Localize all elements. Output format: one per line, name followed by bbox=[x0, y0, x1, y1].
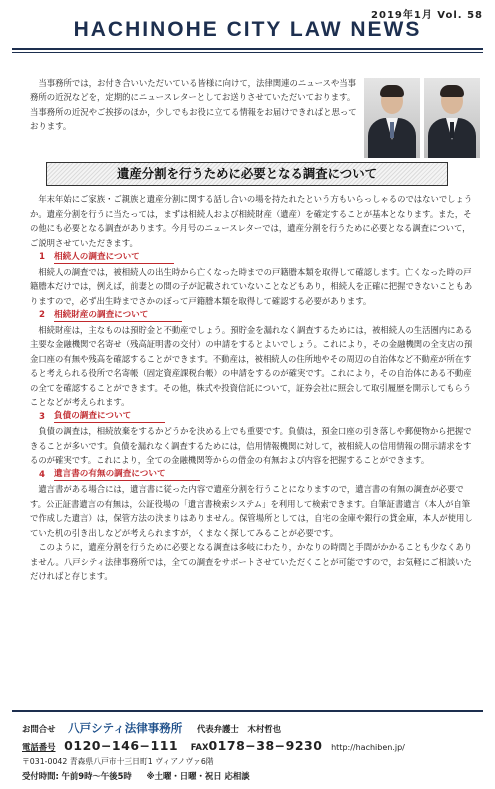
section-number: 1 bbox=[39, 252, 45, 262]
section-body-3: 負債の調査は，相続放棄をするかどうかを決める上でも重要です。負債は，預金口座の引き落しや郵便物から把握できることが多いです。負債を漏れなく調査するためには，信用情報機関に対して，被相続人の信用情報の開示請求をするのが確実です。これにより，全ての金融機関等からの借金の有無および内容を把握することができます。 bbox=[30, 426, 472, 465]
article-closing: このように，遺産分割を行うために必要となる調査は多岐にわたり，かなりの時間と手間がかかることも少なくありません。八戸シティ法律事務所では，全ての調査をサポートさせていただくことが可能ですので，お気軽にご相談いただければと存じます。 bbox=[30, 542, 473, 581]
consultation-note: ※土曜・日曜・祝日 応相談 bbox=[146, 771, 250, 781]
section-title: 遺言書の有無の調査について bbox=[54, 468, 200, 481]
lawyer-photo-left bbox=[364, 78, 420, 158]
representative-label: 代表弁護士 bbox=[196, 724, 239, 734]
phone-label: 電話番号 bbox=[22, 742, 56, 752]
hours: 午前9時〜午後5時 bbox=[61, 771, 132, 781]
issue-label: 2019年1月 Vol. 58 bbox=[371, 10, 483, 21]
hours-label: 受付時間: bbox=[22, 771, 59, 781]
website-link[interactable]: http://hachiben.jp/ bbox=[331, 743, 405, 752]
fax-number: 0178−38−9230 bbox=[208, 738, 323, 753]
section-title: 負債の調査について bbox=[54, 410, 165, 423]
section-body-4: 遺言書がある場合には，遺言書に従った内容で遺産分割を行うことになりますので，遺言書の有無の調査が必要です。公正証書遺言の有無は，公証役場の「遺言書検索システム」を利用して検索できます。自筆証書遺言（本人が自筆で作成した遺言）は，保管方法の決まりはありません。保管場所としては，自宅の金庫や銀行の貸金庫，本人が使用していた机の引き出しなどが考えられますが，くまなく探してみることが必要です。 bbox=[30, 484, 473, 538]
masthead-title: HACHINOHE CITY LAW NEWS bbox=[73, 18, 422, 41]
phone-number[interactable]: 0120−146−111 bbox=[64, 738, 179, 753]
firm-name: 八戸シティ法律事務所 bbox=[68, 721, 183, 735]
newsletter-page bbox=[8, 6, 487, 783]
contact-label: お問合せ bbox=[22, 724, 56, 734]
section-body-1: 相続人の調査では，被相続人の出生時から亡くなった時までの戸籍謄本類を取得して確認します。亡くなった時の戸籍謄本だけでは，例えば，前妻との間の子が記載されていないことなどもあり，相続人を正確に把握できないこともありますので，必ず出生時までさかのぼって戸籍謄本類を取得して確認する必要があります。 bbox=[30, 266, 473, 306]
section-number: 4 bbox=[39, 469, 45, 480]
section-title: 相続財産の調査について bbox=[54, 309, 182, 322]
masthead-rule-top bbox=[12, 48, 483, 50]
article-lead: 年末年始にご家族・ご親族と遺産分割に関する話し合いの場を持たれたという方もいらっしゃるのではないでしょうか。遺産分割を行うに当たっては，まずは相続人および相続財産（遺産）を確定することが基本となります。また，その他にも必要となる調査があります。今月号のニュースレターでは，遺産分割を行うために必要となる調査について，ご説明させていただきます。 bbox=[30, 194, 473, 248]
article-body bbox=[30, 192, 476, 584]
section-heading-1 bbox=[30, 250, 476, 265]
section-heading-3 bbox=[30, 410, 476, 425]
article-title: 遺産分割を行うために必要となる調査について bbox=[46, 162, 448, 186]
section-number: 3 bbox=[39, 411, 45, 422]
representative-name: 木村哲也 bbox=[247, 724, 281, 734]
intro-paragraph: 当事務所では，お付き合いいただいている皆様に向けて，法律関連のニュースや当事務所の近況などを，定期的にニュースレターとしてお送りさせていただいております。当事務所の近況やご挨拶のほか，少しでもお役に立てる情報をお届けできればと思っております。 bbox=[30, 78, 357, 132]
masthead-rule-bottom bbox=[12, 52, 483, 53]
address: 〒031-0042 青森県八戸市十三日町1 ヴィアノヴァ6階 bbox=[22, 757, 214, 766]
section-heading-2 bbox=[30, 308, 476, 323]
section-number: 2 bbox=[39, 310, 45, 320]
intro-text bbox=[30, 76, 360, 134]
lawyer-photo-right bbox=[424, 78, 480, 158]
section-heading-4 bbox=[30, 468, 476, 483]
fax-label: FAX bbox=[190, 742, 209, 752]
section-body-2: 相続財産は，主なものは預貯金と不動産でしょう。預貯金を漏れなく調査するためには，被相続人の生活圏内にある主要な金融機関で名寄せ（残高証明書の交付）の申請をするとよいでしょう。これにより，その金融機関の全支店の預金口座の有無や残高を確認することができます。不動産は，被相続人の住所地やその周辺の自治体など不動産が所在すると考えられる役所で名寄帳（固定資産課税台帳）の申請をするのが確実です。これにより，その自治体にある不動産の全てを確認することができます。その他，株式や投資信託について，証券会社に照会して取引履歴を開示してもらうことなどが考えられます。 bbox=[30, 324, 473, 407]
section-title: 相続人の調査について bbox=[54, 251, 174, 264]
footer-rule bbox=[12, 710, 483, 712]
